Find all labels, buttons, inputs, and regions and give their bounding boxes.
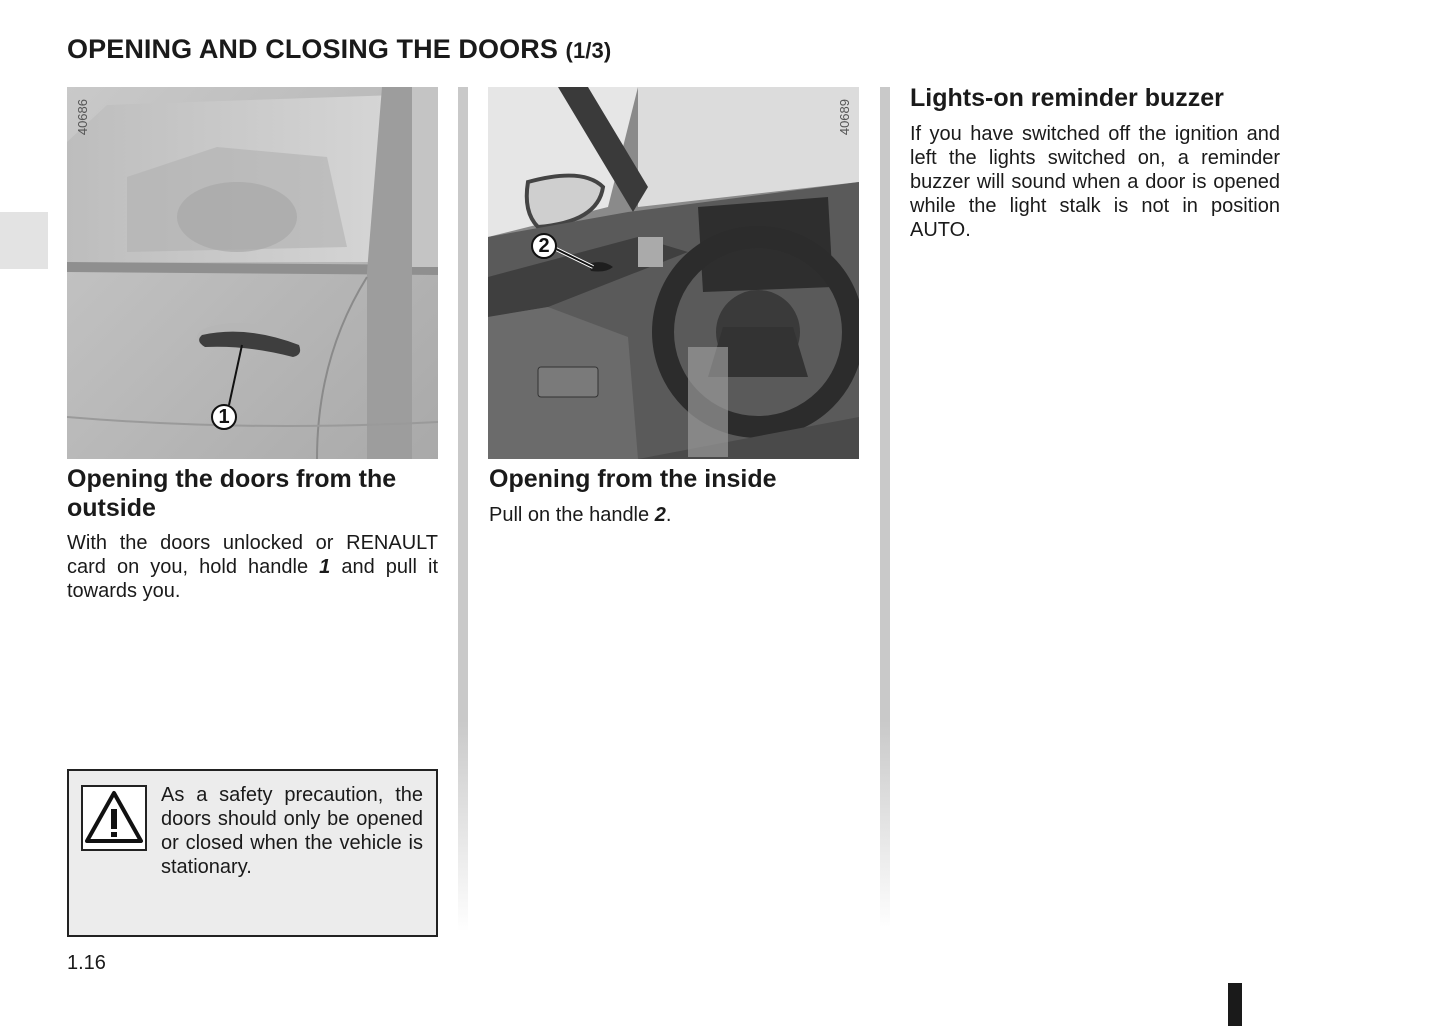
callout-2: 2 [531, 233, 557, 259]
paragraph-text: Pull on the handle [489, 504, 655, 526]
handle-reference: 1 [319, 556, 331, 578]
page-title-text: OPENING AND CLOSING THE DOORS [67, 34, 558, 64]
column-divider [458, 87, 468, 932]
paragraph-outside [67, 531, 438, 603]
figure-reference-code: 40689 [837, 99, 852, 136]
paragraph-inside [489, 503, 860, 527]
page-edge-marker [1228, 983, 1242, 1026]
section-title-inside: Opening from the inside [489, 465, 777, 493]
paragraph-text: and pull it towards you. [67, 556, 439, 602]
figure-reference-code: 40686 [75, 99, 90, 136]
page-title [67, 34, 611, 65]
section-title-buzzer: Lights-on reminder buzzer [910, 84, 1224, 112]
column-divider [880, 87, 890, 932]
section-title-outside: Opening the doors from the outside [67, 465, 397, 522]
paragraph-buzzer: If you have switched off the ignition and left the lights switched on, a reminder buzzer will sound when a door is opened while the light stalk is not in position AUTO. [910, 123, 1280, 241]
page-number: 1.16 [67, 952, 106, 974]
handle-reference: 2 [654, 504, 666, 526]
warning-text: As a safety precaution, the doors should only be opened or closed when the vehicle is stationary. [161, 784, 423, 878]
page-part-indicator: (1/3) [565, 38, 612, 63]
exterior-door-illustration [67, 87, 438, 459]
paragraph-text: . [665, 504, 672, 526]
paragraph-text: With the doors unlocked or RENAULT card on you, hold handle [67, 532, 438, 578]
warning-triangle-icon [81, 785, 147, 851]
callout-1: 1 [211, 404, 237, 430]
safety-warning-box [67, 769, 438, 937]
section-tab [0, 212, 48, 269]
interior-cockpit-illustration [488, 87, 859, 459]
